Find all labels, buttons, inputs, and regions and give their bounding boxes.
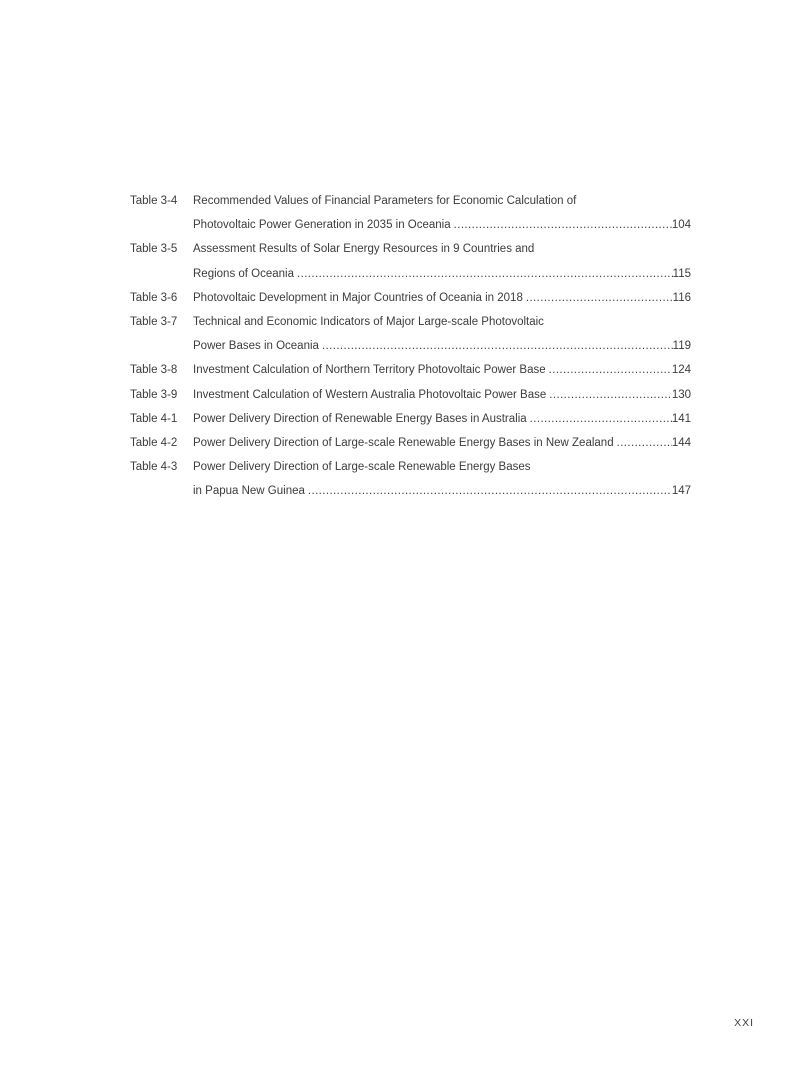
list-of-tables [130, 189, 691, 504]
table-label: Table 4-1 [130, 412, 178, 425]
toc-entry [130, 310, 691, 358]
entry-continuation: Photovoltaic Power Generation in 2035 in Oceania [193, 219, 451, 232]
table-label: Table 3-7 [130, 316, 178, 329]
toc-entry [130, 431, 691, 455]
toc-entry [130, 358, 691, 382]
entry-page-number: 124 [671, 364, 691, 377]
toc-entry-line [130, 310, 691, 334]
toc-entry-line [130, 189, 691, 213]
entry-continuation: Regions of Oceania [193, 267, 295, 280]
dot-leader [549, 383, 672, 407]
dot-leader [297, 262, 673, 286]
entry-page-number: 104 [671, 219, 691, 232]
entry-page-number: 119 [672, 340, 691, 353]
toc-entry [130, 383, 691, 407]
entry-title: Power Delivery Direction of Large-scale Renewable Energy Bases in New Zealand [193, 437, 614, 450]
table-label: Table 3-8 [130, 364, 178, 377]
dot-leader [322, 334, 673, 358]
toc-entry-line [130, 358, 691, 382]
dot-leader [308, 479, 672, 503]
toc-entry-line [130, 455, 691, 479]
dot-leader [530, 407, 672, 431]
toc-entry [130, 407, 691, 431]
table-label: Table 4-3 [130, 461, 178, 474]
entry-page-number: 116 [672, 291, 691, 304]
entry-continuation: Power Bases in Oceania [193, 340, 319, 353]
dot-leader [454, 213, 672, 237]
entry-page-number: 141 [671, 412, 691, 425]
entry-title: Technical and Economic Indicators of Major Large-scale Photovoltaic [193, 316, 544, 329]
toc-entry-line [130, 383, 691, 407]
entry-title: Power Delivery Direction of Large-scale Renewable Energy Bases [193, 461, 531, 474]
entry-page-number: 144 [671, 437, 691, 450]
toc-entry [130, 189, 691, 237]
entry-continuation: in Papua New Guinea [193, 485, 305, 498]
toc-entry-line [130, 431, 691, 455]
table-label: Table 4-2 [130, 437, 178, 450]
entry-title: Photovoltaic Development in Major Countries of Oceania in 2018 [193, 291, 523, 304]
dot-leader [617, 431, 672, 455]
toc-entry-continuation-line [130, 479, 691, 503]
toc-entry-continuation-line [130, 262, 691, 286]
table-label: Table 3-4 [130, 195, 178, 207]
page-number-folio: XXI [734, 1017, 754, 1029]
toc-entry-continuation-line [130, 334, 691, 358]
entry-title: Power Delivery Direction of Renewable Energy Bases in Australia [193, 412, 527, 425]
toc-entry [130, 286, 691, 310]
toc-entry-line [130, 286, 691, 310]
dot-leader [549, 358, 672, 382]
table-label: Table 3-9 [130, 388, 178, 401]
toc-entry [130, 455, 691, 503]
toc-entry-continuation-line [130, 213, 691, 237]
entry-page-number: 130 [671, 388, 691, 401]
entry-title: Investment Calculation of Northern Territory Photovoltaic Power Base [193, 364, 546, 377]
entry-title: Assessment Results of Solar Energy Resources in 9 Countries and [193, 243, 535, 256]
entry-page-number: 147 [671, 485, 691, 498]
entry-page-number: 115 [672, 267, 691, 280]
entry-title: Investment Calculation of Western Australia Photovoltaic Power Base [193, 388, 547, 401]
toc-entry [130, 237, 691, 285]
entry-title: Recommended Values of Financial Parameters for Economic Calculation of [193, 195, 577, 207]
table-label: Table 3-5 [130, 243, 178, 256]
toc-entry-line [130, 237, 691, 261]
dot-leader [526, 286, 673, 310]
table-label: Table 3-6 [130, 291, 178, 304]
toc-entry-line [130, 407, 691, 431]
